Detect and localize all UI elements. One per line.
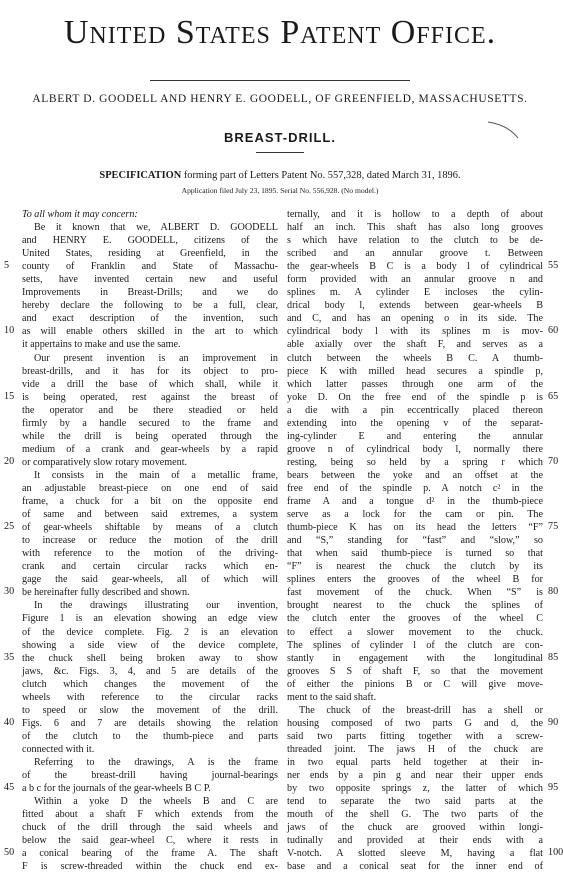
left-column-text-line: below the said gear-wheel C, where it rests in bbox=[22, 835, 278, 847]
left-column-text-line: F is screw-threaded within the chuck end ex- bbox=[22, 861, 278, 873]
right-column-text-line: free end of the spindle p. A notch c² in the bbox=[287, 482, 543, 494]
right-column-text-line: said two parts fitting together with a screw- bbox=[287, 730, 543, 742]
left-column-text-line: hereby declare the following to be a full, clear, bbox=[22, 300, 278, 312]
left-column-text-line: jaws, &c. Figs. 3, 4, and 5 are details of the bbox=[22, 665, 278, 677]
left-column-text-line: a b c for the journals of the gear-wheels B C P. bbox=[22, 783, 211, 795]
right-column-text-line: ing-cylinder E and entering the annular bbox=[287, 430, 543, 442]
left-column-text-line: an adjustable breast-piece on one end of said bbox=[22, 482, 278, 494]
inventors-line: ALBERT D. GOODELL AND HENRY E. GOODELL, OF GREENFIELD, MASSACHUSETTS. bbox=[32, 93, 528, 105]
right-column-text-line: stantly in engagement with the longitudinal bbox=[287, 652, 543, 664]
left-column-text-line: while the drill is being operated through the bbox=[22, 430, 278, 442]
line-number: 25 bbox=[4, 521, 15, 533]
line-number: 65 bbox=[548, 390, 559, 402]
left-column-text-line: breast-drills, and it has for its object to pro- bbox=[22, 365, 278, 377]
left-column-text-line: wheels with reference to the circular racks bbox=[22, 691, 278, 703]
right-column-text-line: of either the pinions B or C will give move- bbox=[287, 678, 543, 690]
line-number: 45 bbox=[4, 782, 15, 794]
right-column-text-line: the clutch enter the grooves of the wheel C bbox=[287, 613, 543, 625]
right-column-text-line: s which have relation to the clutch to be de- bbox=[287, 235, 543, 247]
right-column-text-line: and “S,” standing for “fast” and “slow,” so bbox=[287, 535, 543, 547]
left-column-text-line: county of Franklin and State of Massachu- bbox=[22, 261, 278, 273]
right-column-text-line: by two opposite springs z, the latter of which bbox=[287, 783, 543, 795]
left-column-text-line: and exact description of the invention, such bbox=[22, 313, 278, 325]
right-column-text-line: resting, being so held by a spring r which bbox=[287, 456, 543, 468]
line-number: 5 bbox=[4, 260, 10, 272]
title-underline bbox=[256, 152, 304, 153]
left-column-text-line: setts, have invented certain new and useful bbox=[22, 274, 278, 286]
right-column-text-line: in two equal parts held together at their in- bbox=[287, 756, 543, 768]
right-column-text-line: a die with a pin eccentrically placed thereon bbox=[287, 404, 543, 416]
left-column-text-line: is being operated, rest against the breast of bbox=[22, 391, 278, 403]
left-column-text-line: Referring to the drawings, A is the frame bbox=[34, 756, 278, 768]
right-column-text-line: grooves S S of shaft F, so that the movement bbox=[287, 665, 543, 677]
right-column-text-line: The chuck of the breast-drill has a shell or bbox=[299, 704, 543, 716]
left-column-text-line: chuck of the drill through the said wheels and bbox=[22, 822, 278, 834]
line-number: 15 bbox=[4, 390, 15, 402]
line-number: 70 bbox=[548, 455, 559, 467]
line-number: 20 bbox=[4, 455, 15, 467]
line-number: 100 bbox=[548, 847, 563, 859]
right-column-text-line: yoke D. On the free end of the spindle p is bbox=[287, 391, 543, 403]
line-number: 35 bbox=[4, 651, 15, 663]
right-column-text-line: that when said thumb-piece is turned so that bbox=[287, 548, 543, 560]
right-column-text-line: tudinally and provided at their ends with a bbox=[287, 835, 543, 847]
left-column-text-line: medium of a crank and gear-wheels by a rapid bbox=[22, 443, 278, 455]
line-number: 55 bbox=[548, 260, 559, 272]
left-column-text-line: of gear-wheels shiftable by means of a clutch bbox=[22, 522, 278, 534]
office-title: United States Patent Office. bbox=[63, 14, 497, 51]
left-column-text-line: a conical bearing of the frame A. The shaft bbox=[22, 848, 278, 860]
line-number: 10 bbox=[4, 325, 15, 337]
right-column-text-line: splines m. A cylinder E incloses the cylin- bbox=[287, 287, 543, 299]
left-column-text-line: crank and certain circular racks which en- bbox=[22, 561, 278, 573]
left-column-text-line: Our present invention is an improvement in bbox=[34, 352, 278, 364]
right-column-text-line: groove n of cylindrical body l, normally there bbox=[287, 443, 543, 455]
left-column-text-line: fitted about a shaft F which extends from the bbox=[22, 809, 278, 821]
line-number: 75 bbox=[548, 521, 559, 533]
line-number: 30 bbox=[4, 586, 15, 598]
right-column-text-line: brought nearest to the chuck the splines of bbox=[287, 600, 543, 612]
left-column-text-line: United States, residing at Greenfield, in the bbox=[22, 248, 278, 260]
right-column bbox=[287, 208, 543, 873]
left-column-text-line: gage the said gear-wheels, all of which will bbox=[22, 574, 278, 586]
right-column-text-line: fast movement of the chuck. When “S” is bbox=[287, 587, 543, 599]
right-column-text-line: able axially over the shaft F, and serves as a bbox=[287, 339, 543, 351]
left-column-text-line: as will enable others skilled in the art to which bbox=[22, 326, 278, 338]
right-column-text-line: ner ends by a pin g and near their upper ends bbox=[287, 770, 543, 782]
line-number: 40 bbox=[4, 716, 15, 728]
right-column-text-line: splines enters the grooves of the wheel B for bbox=[287, 574, 543, 586]
left-column-text-line: or comparatively slow rotary movement. bbox=[22, 456, 188, 468]
right-column-text-line: to effect a slower movement to the chuck. bbox=[287, 626, 543, 638]
left-column-text-line: In the drawings illustrating our invention, bbox=[34, 600, 278, 612]
left-column-text-line: of same and between said extremes, a system bbox=[22, 509, 278, 521]
left-column-text-line: Be it known that we, ALBERT D. GOODELL bbox=[34, 222, 278, 234]
right-column-text-line: The splines of cylinder l of the clutch are con- bbox=[287, 639, 543, 651]
right-column-text-line: ment to the said shaft. bbox=[287, 691, 377, 703]
left-column-text-line: the chuck shell being broken away to show bbox=[22, 652, 278, 664]
right-column-text-line: frame A and a tongue d² in the thumb-piece bbox=[287, 496, 543, 508]
line-number: 80 bbox=[548, 586, 559, 598]
line-number: 50 bbox=[4, 847, 15, 859]
left-column-text-line: of the clutch to the thumb-piece and parts bbox=[22, 730, 278, 742]
right-column-text-line: piece K with milled head secures a spindle p, bbox=[287, 365, 543, 377]
right-column-text-line: and C, and has an opening o in its side. The bbox=[287, 313, 543, 325]
left-column-text-line: with reference to the motion of the driving- bbox=[22, 548, 278, 560]
left-column-text-line: of the breast-drill having journal-bearings bbox=[22, 770, 278, 782]
right-column-text-line: V-notch. A slotted sleeve M, having a flat bbox=[287, 848, 543, 860]
right-column-text-line: which latter passes through one arm of the bbox=[287, 378, 543, 390]
right-column-text-line: housing composed of two parts G and d, the bbox=[287, 717, 543, 729]
title-rule bbox=[150, 80, 410, 81]
right-column-text-line: drical body l, extends between gear-wheels B bbox=[287, 300, 543, 312]
right-column-text-line: mouth of the shell G. The two parts of the bbox=[287, 809, 543, 821]
specification-line bbox=[0, 170, 560, 181]
left-column-text-line: Within a yoke D the wheels B and C are bbox=[34, 796, 278, 808]
line-number: 95 bbox=[548, 782, 559, 794]
left-column-text-line: it appertains to make and use the same. bbox=[22, 339, 181, 351]
line-number: 60 bbox=[548, 325, 559, 337]
left-column-text-line: to increase or reduce the motion of the drill bbox=[22, 535, 278, 547]
line-number: 85 bbox=[548, 651, 559, 663]
application-line: Application filed July 23, 1895. Serial No. 556,928. (No model.) bbox=[181, 186, 379, 195]
left-column-text-line: Figs. 6 and 7 are details showing the relation bbox=[22, 717, 278, 729]
left-column-text-line: To all whom it may concern: bbox=[22, 209, 138, 220]
left-column-text-line: Improvements in Breast-Drills; and we do bbox=[22, 287, 278, 299]
left-column-text-line: It consists in the main of a metallic frame, bbox=[34, 469, 278, 481]
right-column-text-line: cylindrical body l with its splines m is mov- bbox=[287, 326, 543, 338]
right-column-text-line: threaded joint. The jaws H of the chuck are bbox=[287, 743, 543, 755]
left-column-text-line: of the device complete. Fig. 2 is an elevation bbox=[22, 626, 278, 638]
right-column-text-line: bears between the yoke and an offset at the bbox=[287, 469, 543, 481]
left-column-text-line: to speed or slow the movement of the drill. bbox=[22, 704, 278, 716]
right-column-text-line: extending into the opening v of the separat- bbox=[287, 417, 543, 429]
right-column-text-line: half an inch. This shaft has also long grooves bbox=[287, 222, 543, 234]
line-number: 90 bbox=[548, 716, 559, 728]
left-column-text-line: vide a drill the base of which shall, while it bbox=[22, 378, 278, 390]
left-column bbox=[22, 208, 278, 873]
specification-prefix: SPECIFICATION bbox=[99, 170, 182, 181]
right-column-text-line: clutch between the wheels B C. A thumb- bbox=[287, 352, 543, 364]
right-column-text-line: base and a conical seat for the inner end of bbox=[287, 861, 543, 873]
right-column-text-line: ternally, and it is hollow to a depth of about bbox=[287, 209, 543, 220]
left-column-text-line: be hereinafter fully described and shown. bbox=[22, 587, 190, 599]
left-column-text-line: showing a side view of the device complete, bbox=[22, 639, 278, 651]
left-column-text-line: and HENRY E. GOODELL, citizens of the bbox=[22, 235, 278, 247]
left-column-text-line: the operator and be there steadied or held bbox=[22, 404, 278, 416]
document-title: BREAST-DRILL. bbox=[224, 130, 336, 145]
left-column-text-line: Figure 1 is an elevation showing an edge view bbox=[22, 613, 278, 625]
left-column-text-line: firmly by a handle secured to the frame and bbox=[22, 417, 278, 429]
right-column-text-line: tend to separate the two said parts at the bbox=[287, 796, 543, 808]
right-column-text-line: serve as a lock for the cam or pin. The bbox=[287, 509, 543, 521]
right-column-text-line: thumb-piece K has on its head the letters “F” bbox=[287, 522, 543, 534]
left-column-text-line: clutch which changes the movement of the bbox=[22, 678, 278, 690]
right-column-text-line: form provided with an annular groove n and bbox=[287, 274, 543, 286]
right-column-text-line: “F” is nearest the chuck the clutch by its bbox=[287, 561, 543, 573]
left-column-text-line: connected with it. bbox=[22, 743, 95, 755]
left-column-text-line: frame, a chuck for a bit on the opposite end bbox=[22, 496, 278, 508]
right-column-text-line: the gear-wheels B C is a body l of cylindrical bbox=[287, 261, 543, 273]
right-column-text-line: jaws of the chuck are grooved within longi- bbox=[287, 822, 543, 834]
specification-text: forming part of Letters Patent No. 557,328, dated March 31, 1896. bbox=[181, 170, 461, 181]
right-column-text-line: scribed and an annular groove t. Between bbox=[287, 248, 543, 260]
